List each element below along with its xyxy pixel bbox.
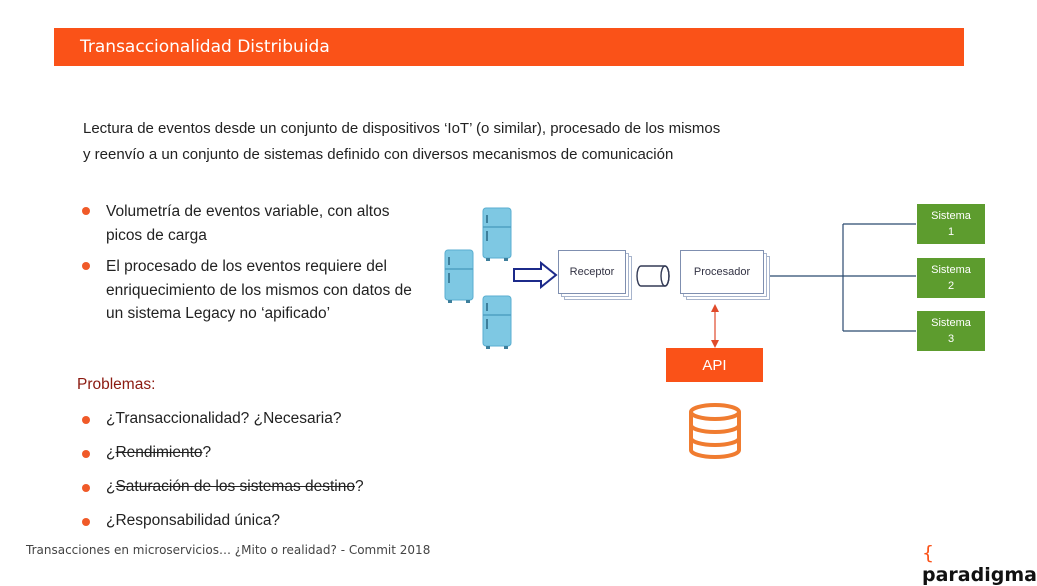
api-label: API (702, 356, 727, 374)
problems-title: Problemas: (77, 376, 156, 393)
fridge-icon (444, 249, 474, 303)
intro-text (83, 116, 863, 168)
bullet-list (80, 200, 420, 334)
problems-list (80, 408, 440, 544)
sistema-1-box (917, 204, 985, 244)
fridge-icon (482, 295, 512, 349)
problem-prefix: ¿ (106, 478, 116, 495)
bullet-item (80, 255, 420, 326)
api-box (666, 348, 763, 382)
bullet-dot-icon (82, 518, 90, 526)
database-icon (687, 403, 743, 459)
fridge-icon (482, 207, 512, 261)
problem-prefix: ¿ (106, 444, 116, 461)
sistema-number: 2 (947, 280, 955, 292)
bullet-item (80, 200, 420, 247)
problem-text: ¿Transaccionalidad? ¿Necesaria? (106, 410, 342, 427)
procesador-box (680, 250, 764, 294)
procesador-label: Procesador (693, 266, 751, 278)
problem-text: ¿Responsabilidad única? (106, 512, 281, 529)
problem-item (80, 510, 440, 544)
problem-item (80, 408, 440, 442)
slide-title: Transaccionalidad Distribuida (80, 37, 330, 57)
problem-struck-text: Saturación de los sistemas destino (115, 478, 355, 495)
bullet-dot-icon (82, 416, 90, 424)
logo-text: paradigma (922, 564, 1037, 586)
intro-line-1: Lectura de eventos desde un conjunto de dispositivos ‘IoT’ (o similar), procesado de los mismos (83, 120, 721, 137)
receptor-box (558, 250, 626, 294)
sistema-label: Sistema (931, 210, 971, 222)
problem-suffix: ? (202, 444, 212, 461)
footer-text: Transacciones en microservicios… ¿Mito o realidad? - Commit 2018 (26, 543, 431, 557)
input-arrow-icon (513, 262, 557, 288)
receptor-label: Receptor (569, 266, 615, 278)
bullet-dot-icon (82, 484, 90, 492)
sistema-3-box (917, 311, 985, 351)
sistema-2-box (917, 258, 985, 298)
bullet-dot-icon (82, 207, 90, 215)
logo-brace: { (922, 542, 935, 564)
bullet-dot-icon (82, 450, 90, 458)
problem-suffix: ? (355, 478, 364, 495)
problem-item (80, 442, 440, 476)
problem-struck-text: Rendimiento (115, 444, 203, 461)
header-bar (54, 28, 964, 66)
intro-line-2: y reenvío a un conjunto de sistemas definido con diversos mecanismos de comunicación (83, 146, 674, 163)
sistema-number: 3 (947, 333, 955, 345)
sistema-label: Sistema (931, 317, 971, 329)
problem-item (80, 476, 440, 510)
bullet-dot-icon (82, 262, 90, 270)
bullet-text: Volumetría de eventos variable, con altos picos de carga (106, 203, 390, 244)
sistema-number: 1 (947, 226, 955, 238)
sistema-label: Sistema (931, 264, 971, 276)
queue-icon (636, 264, 670, 288)
paradigma-logo (922, 542, 1037, 586)
bullet-text: El procesado de los eventos requiere del enriquecimiento de los mismos con datos de un sistema Legacy no ‘apificado’ (106, 258, 412, 322)
